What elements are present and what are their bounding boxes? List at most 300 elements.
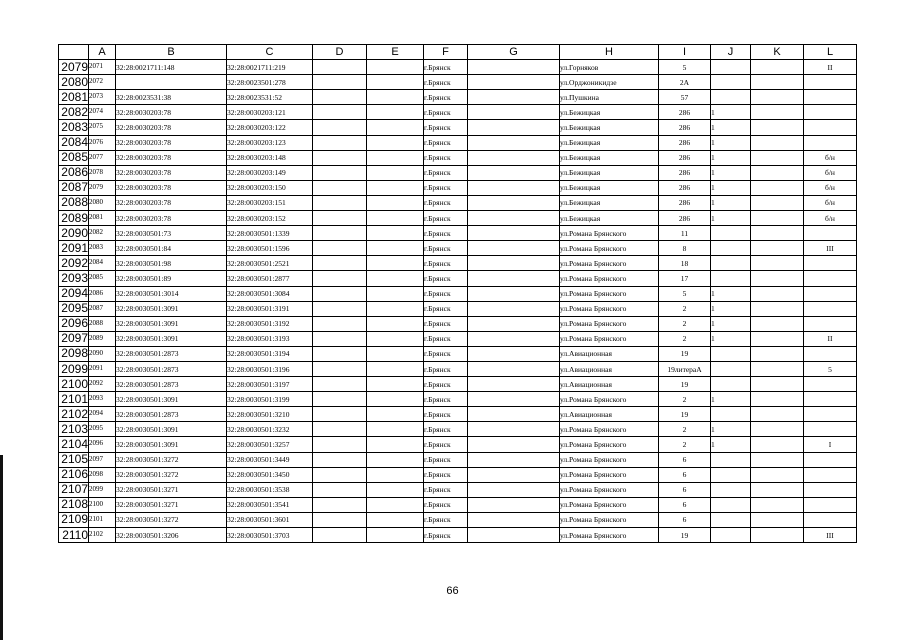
cell-d[interactable] xyxy=(313,226,367,241)
cell-j[interactable] xyxy=(711,407,751,422)
row-number[interactable]: 2097 xyxy=(59,331,89,346)
cell-j[interactable] xyxy=(711,75,751,90)
cell-c[interactable]: 32:28:0023501:278 xyxy=(227,75,313,90)
cell-l[interactable] xyxy=(804,90,857,105)
column-header-k[interactable]: K xyxy=(751,45,804,60)
cell-l[interactable] xyxy=(804,105,857,120)
cell-l[interactable] xyxy=(804,256,857,271)
cell-a[interactable]: 2076 xyxy=(89,135,116,150)
cell-h[interactable]: ул.Горняков xyxy=(560,60,659,75)
cell-g[interactable] xyxy=(468,361,560,376)
cell-l[interactable]: III xyxy=(804,528,857,543)
cell-d[interactable] xyxy=(313,150,367,165)
cell-h[interactable]: ул.Романа Брянского xyxy=(560,422,659,437)
cell-i[interactable]: 6 xyxy=(659,467,711,482)
cell-j[interactable]: 1 xyxy=(711,437,751,452)
cell-l[interactable] xyxy=(804,286,857,301)
cell-k[interactable] xyxy=(751,271,804,286)
cell-a[interactable]: 2089 xyxy=(89,331,116,346)
cell-l[interactable] xyxy=(804,301,857,316)
cell-a[interactable]: 2084 xyxy=(89,256,116,271)
cell-b[interactable]: 32:28:0030203:78 xyxy=(116,211,227,226)
cell-h[interactable]: ул.Романа Брянского xyxy=(560,241,659,256)
cell-k[interactable] xyxy=(751,135,804,150)
cell-d[interactable] xyxy=(313,301,367,316)
cell-k[interactable] xyxy=(751,75,804,90)
row-number[interactable]: 2101 xyxy=(59,392,89,407)
cell-f[interactable]: г.Брянск xyxy=(424,392,468,407)
cell-a[interactable]: 2101 xyxy=(89,512,116,527)
cell-k[interactable] xyxy=(751,211,804,226)
cell-h[interactable]: ул.Авиационная xyxy=(560,377,659,392)
cell-i[interactable]: 286 xyxy=(659,165,711,180)
cell-j[interactable]: 1 xyxy=(711,316,751,331)
cell-d[interactable] xyxy=(313,180,367,195)
cell-i[interactable]: 286 xyxy=(659,180,711,195)
cell-d[interactable] xyxy=(313,120,367,135)
cell-f[interactable]: г.Брянск xyxy=(424,180,468,195)
column-header-h[interactable]: H xyxy=(560,45,659,60)
cell-k[interactable] xyxy=(751,422,804,437)
cell-h[interactable]: ул.Бежицкая xyxy=(560,120,659,135)
cell-f[interactable]: г.Брянск xyxy=(424,150,468,165)
row-number[interactable]: 2102 xyxy=(59,407,89,422)
column-header-l[interactable]: L xyxy=(804,45,857,60)
cell-b[interactable]: 32:28:0030501:3271 xyxy=(116,482,227,497)
cell-a[interactable]: 2099 xyxy=(89,482,116,497)
cell-l[interactable]: б/н xyxy=(804,211,857,226)
cell-f[interactable]: г.Брянск xyxy=(424,120,468,135)
cell-h[interactable]: ул.Пушкина xyxy=(560,90,659,105)
cell-f[interactable]: г.Брянск xyxy=(424,105,468,120)
cell-b[interactable]: 32:28:0030501:3014 xyxy=(116,286,227,301)
cell-c[interactable]: 32:28:0030203:122 xyxy=(227,120,313,135)
cell-g[interactable] xyxy=(468,286,560,301)
cell-c[interactable]: 32:28:0030501:3450 xyxy=(227,467,313,482)
cell-a[interactable]: 2085 xyxy=(89,271,116,286)
cell-c[interactable]: 32:28:0030501:3196 xyxy=(227,361,313,376)
cell-g[interactable] xyxy=(468,90,560,105)
cell-d[interactable] xyxy=(313,135,367,150)
cell-g[interactable] xyxy=(468,346,560,361)
cell-k[interactable] xyxy=(751,195,804,210)
cell-l[interactable]: III xyxy=(804,241,857,256)
cell-h[interactable]: ул.Романа Брянского xyxy=(560,482,659,497)
row-number[interactable]: 2110 xyxy=(59,528,89,543)
cell-j[interactable] xyxy=(711,512,751,527)
cell-d[interactable] xyxy=(313,437,367,452)
row-number[interactable]: 2094 xyxy=(59,286,89,301)
cell-d[interactable] xyxy=(313,256,367,271)
cell-b[interactable]: 32:28:0030501:3091 xyxy=(116,392,227,407)
cell-f[interactable]: г.Брянск xyxy=(424,226,468,241)
row-number[interactable]: 2081 xyxy=(59,90,89,105)
cell-k[interactable] xyxy=(751,286,804,301)
cell-f[interactable]: г.Брянск xyxy=(424,452,468,467)
cell-j[interactable] xyxy=(711,256,751,271)
cell-b[interactable]: 32:28:0030501:3272 xyxy=(116,512,227,527)
cell-i[interactable]: 57 xyxy=(659,90,711,105)
cell-h[interactable]: ул.Романа Брянского xyxy=(560,512,659,527)
cell-h[interactable]: ул.Бежицкая xyxy=(560,180,659,195)
cell-d[interactable] xyxy=(313,528,367,543)
cell-l[interactable] xyxy=(804,346,857,361)
cell-b[interactable]: 32:28:0030501:2873 xyxy=(116,361,227,376)
cell-b[interactable]: 32:28:0030501:3091 xyxy=(116,301,227,316)
cell-k[interactable] xyxy=(751,90,804,105)
cell-b[interactable]: 32:28:0030501:3091 xyxy=(116,422,227,437)
cell-b[interactable]: 32:28:0030501:2873 xyxy=(116,377,227,392)
cell-i[interactable]: 19 xyxy=(659,377,711,392)
cell-f[interactable]: г.Брянск xyxy=(424,331,468,346)
cell-i[interactable]: 5 xyxy=(659,286,711,301)
cell-g[interactable] xyxy=(468,407,560,422)
cell-g[interactable] xyxy=(468,271,560,286)
cell-f[interactable]: г.Брянск xyxy=(424,286,468,301)
cell-c[interactable]: 32:28:0030501:3210 xyxy=(227,407,313,422)
cell-f[interactable]: г.Брянск xyxy=(424,256,468,271)
cell-d[interactable] xyxy=(313,90,367,105)
cell-g[interactable] xyxy=(468,437,560,452)
cell-h[interactable]: ул.Бежицкая xyxy=(560,195,659,210)
cell-g[interactable] xyxy=(468,392,560,407)
row-number[interactable]: 2108 xyxy=(59,497,89,512)
cell-h[interactable]: ул.Романа Брянского xyxy=(560,286,659,301)
cell-b[interactable]: 32:28:0030501:3272 xyxy=(116,467,227,482)
cell-h[interactable]: ул.Бежицкая xyxy=(560,135,659,150)
cell-c[interactable]: 32:28:0030501:2521 xyxy=(227,256,313,271)
cell-e[interactable] xyxy=(367,528,424,543)
cell-b[interactable]: 32:28:0030203:78 xyxy=(116,120,227,135)
cell-e[interactable] xyxy=(367,301,424,316)
cell-l[interactable] xyxy=(804,120,857,135)
cell-i[interactable]: 2А xyxy=(659,75,711,90)
cell-b[interactable]: 32:28:0030203:78 xyxy=(116,165,227,180)
cell-k[interactable] xyxy=(751,226,804,241)
cell-l[interactable] xyxy=(804,75,857,90)
cell-l[interactable] xyxy=(804,512,857,527)
cell-h[interactable]: ул.Романа Брянского xyxy=(560,301,659,316)
column-header-j[interactable]: J xyxy=(711,45,751,60)
cell-j[interactable] xyxy=(711,452,751,467)
cell-g[interactable] xyxy=(468,512,560,527)
cell-c[interactable]: 32:28:0023531:52 xyxy=(227,90,313,105)
cell-e[interactable] xyxy=(367,512,424,527)
cell-l[interactable]: б/н xyxy=(804,180,857,195)
cell-e[interactable] xyxy=(367,256,424,271)
cell-h[interactable]: ул.Бежицкая xyxy=(560,105,659,120)
cell-g[interactable] xyxy=(468,467,560,482)
cell-i[interactable]: 8 xyxy=(659,241,711,256)
cell-c[interactable]: 32:28:0030203:151 xyxy=(227,195,313,210)
cell-i[interactable]: 2 xyxy=(659,392,711,407)
cell-a[interactable]: 2097 xyxy=(89,452,116,467)
cell-c[interactable]: 32:28:0030501:3232 xyxy=(227,422,313,437)
cell-e[interactable] xyxy=(367,75,424,90)
cell-b[interactable]: 32:28:0030501:84 xyxy=(116,241,227,256)
cell-c[interactable]: 32:28:0030501:1339 xyxy=(227,226,313,241)
cell-l[interactable] xyxy=(804,271,857,286)
cell-d[interactable] xyxy=(313,286,367,301)
cell-a[interactable]: 2098 xyxy=(89,467,116,482)
cell-i[interactable]: 18 xyxy=(659,256,711,271)
cell-k[interactable] xyxy=(751,180,804,195)
cell-k[interactable] xyxy=(751,528,804,543)
row-number[interactable]: 2095 xyxy=(59,301,89,316)
cell-a[interactable]: 2082 xyxy=(89,226,116,241)
row-number[interactable]: 2088 xyxy=(59,195,89,210)
cell-i[interactable]: 19литераА xyxy=(659,361,711,376)
column-header-b[interactable]: B xyxy=(116,45,227,60)
cell-g[interactable] xyxy=(468,482,560,497)
cell-g[interactable] xyxy=(468,452,560,467)
cell-f[interactable]: г.Брянск xyxy=(424,512,468,527)
column-header-c[interactable]: C xyxy=(227,45,313,60)
row-number[interactable]: 2104 xyxy=(59,437,89,452)
cell-f[interactable]: г.Брянск xyxy=(424,241,468,256)
cell-c[interactable]: 32:28:0030501:3703 xyxy=(227,528,313,543)
cell-k[interactable] xyxy=(751,301,804,316)
cell-e[interactable] xyxy=(367,150,424,165)
cell-j[interactable] xyxy=(711,377,751,392)
cell-c[interactable]: 32:28:0030203:152 xyxy=(227,211,313,226)
cell-f[interactable]: г.Брянск xyxy=(424,301,468,316)
cell-g[interactable] xyxy=(468,60,560,75)
cell-e[interactable] xyxy=(367,211,424,226)
cell-b[interactable]: 32:28:0030203:78 xyxy=(116,105,227,120)
cell-d[interactable] xyxy=(313,316,367,331)
cell-a[interactable]: 2100 xyxy=(89,497,116,512)
cell-a[interactable]: 2086 xyxy=(89,286,116,301)
cell-i[interactable]: 2 xyxy=(659,422,711,437)
cell-a[interactable]: 2079 xyxy=(89,180,116,195)
cell-j[interactable]: 1 xyxy=(711,286,751,301)
cell-i[interactable]: 6 xyxy=(659,497,711,512)
cell-g[interactable] xyxy=(468,422,560,437)
cell-g[interactable] xyxy=(468,528,560,543)
cell-i[interactable]: 6 xyxy=(659,512,711,527)
cell-h[interactable]: ул.Романа Брянского xyxy=(560,331,659,346)
cell-k[interactable] xyxy=(751,482,804,497)
cell-d[interactable] xyxy=(313,377,367,392)
cell-d[interactable] xyxy=(313,211,367,226)
cell-h[interactable]: ул.Бежицкая xyxy=(560,150,659,165)
cell-b[interactable]: 32:28:0030501:3091 xyxy=(116,316,227,331)
cell-a[interactable]: 2077 xyxy=(89,150,116,165)
cell-i[interactable]: 2 xyxy=(659,331,711,346)
cell-c[interactable]: 32:28:0030501:3197 xyxy=(227,377,313,392)
cell-b[interactable]: 32:28:0021711:148 xyxy=(116,60,227,75)
row-number[interactable]: 2100 xyxy=(59,377,89,392)
cell-c[interactable]: 32:28:0030501:3541 xyxy=(227,497,313,512)
cell-c[interactable]: 32:28:0030203:149 xyxy=(227,165,313,180)
cell-j[interactable] xyxy=(711,60,751,75)
cell-j[interactable]: 1 xyxy=(711,135,751,150)
cell-g[interactable] xyxy=(468,105,560,120)
cell-j[interactable] xyxy=(711,226,751,241)
cell-l[interactable]: б/н xyxy=(804,150,857,165)
cell-i[interactable]: 17 xyxy=(659,271,711,286)
cell-e[interactable] xyxy=(367,120,424,135)
cell-h[interactable]: ул.Романа Брянского xyxy=(560,467,659,482)
cell-k[interactable] xyxy=(751,437,804,452)
cell-d[interactable] xyxy=(313,195,367,210)
cell-a[interactable]: 2074 xyxy=(89,105,116,120)
cell-g[interactable] xyxy=(468,120,560,135)
cell-j[interactable]: 1 xyxy=(711,105,751,120)
cell-d[interactable] xyxy=(313,165,367,180)
cell-e[interactable] xyxy=(367,195,424,210)
cell-f[interactable]: г.Брянск xyxy=(424,195,468,210)
cell-d[interactable] xyxy=(313,361,367,376)
row-number[interactable]: 2096 xyxy=(59,316,89,331)
cell-d[interactable] xyxy=(313,422,367,437)
cell-i[interactable]: 286 xyxy=(659,195,711,210)
cell-b[interactable]: 32:28:0030501:3271 xyxy=(116,497,227,512)
row-number[interactable]: 2093 xyxy=(59,271,89,286)
cell-l[interactable] xyxy=(804,452,857,467)
cell-b[interactable]: 32:28:0023531:38 xyxy=(116,90,227,105)
cell-d[interactable] xyxy=(313,512,367,527)
cell-l[interactable] xyxy=(804,497,857,512)
cell-g[interactable] xyxy=(468,241,560,256)
cell-f[interactable]: г.Брянск xyxy=(424,482,468,497)
cell-f[interactable]: г.Брянск xyxy=(424,90,468,105)
cell-a[interactable]: 2072 xyxy=(89,75,116,90)
cell-j[interactable]: 1 xyxy=(711,392,751,407)
cell-e[interactable] xyxy=(367,482,424,497)
cell-b[interactable]: 32:28:0030501:2873 xyxy=(116,346,227,361)
cell-h[interactable]: ул.Авиационная xyxy=(560,346,659,361)
cell-f[interactable]: г.Брянск xyxy=(424,407,468,422)
cell-i[interactable]: 2 xyxy=(659,301,711,316)
cell-h[interactable]: ул.Романа Брянского xyxy=(560,226,659,241)
cell-a[interactable]: 2090 xyxy=(89,346,116,361)
cell-c[interactable]: 32:28:0030501:3601 xyxy=(227,512,313,527)
cell-c[interactable]: 32:28:0030501:3084 xyxy=(227,286,313,301)
cell-f[interactable]: г.Брянск xyxy=(424,467,468,482)
cell-i[interactable]: 286 xyxy=(659,150,711,165)
row-number[interactable]: 2086 xyxy=(59,165,89,180)
cell-c[interactable]: 32:28:0030501:3538 xyxy=(227,482,313,497)
cell-c[interactable]: 32:28:0030203:150 xyxy=(227,180,313,195)
cell-l[interactable]: I xyxy=(804,437,857,452)
cell-a[interactable]: 2071 xyxy=(89,60,116,75)
cell-l[interactable] xyxy=(804,226,857,241)
cell-e[interactable] xyxy=(367,361,424,376)
cell-h[interactable]: ул.Романа Брянского xyxy=(560,497,659,512)
cell-d[interactable] xyxy=(313,392,367,407)
cell-d[interactable] xyxy=(313,75,367,90)
cell-e[interactable] xyxy=(367,331,424,346)
cell-l[interactable] xyxy=(804,392,857,407)
cell-f[interactable]: г.Брянск xyxy=(424,361,468,376)
column-header-e[interactable]: E xyxy=(367,45,424,60)
cell-c[interactable]: 32:28:0021711:219 xyxy=(227,60,313,75)
cell-a[interactable]: 2092 xyxy=(89,377,116,392)
cell-g[interactable] xyxy=(468,377,560,392)
cell-b[interactable]: 32:28:0030203:78 xyxy=(116,180,227,195)
cell-d[interactable] xyxy=(313,482,367,497)
cell-d[interactable] xyxy=(313,346,367,361)
column-header-g[interactable]: G xyxy=(468,45,560,60)
cell-a[interactable]: 2081 xyxy=(89,211,116,226)
cell-f[interactable]: г.Брянск xyxy=(424,75,468,90)
cell-e[interactable] xyxy=(367,316,424,331)
cell-h[interactable]: ул.Бежицкая xyxy=(560,211,659,226)
row-number[interactable]: 2085 xyxy=(59,150,89,165)
cell-d[interactable] xyxy=(313,452,367,467)
cell-f[interactable]: г.Брянск xyxy=(424,165,468,180)
cell-h[interactable]: ул.Бежицкая xyxy=(560,165,659,180)
cell-j[interactable] xyxy=(711,271,751,286)
column-header-f[interactable]: F xyxy=(424,45,468,60)
cell-k[interactable] xyxy=(751,452,804,467)
cell-i[interactable]: 2 xyxy=(659,437,711,452)
row-number[interactable]: 2105 xyxy=(59,452,89,467)
cell-b[interactable]: 32:28:0030501:89 xyxy=(116,271,227,286)
cell-c[interactable]: 32:28:0030501:3191 xyxy=(227,301,313,316)
cell-f[interactable]: г.Брянск xyxy=(424,422,468,437)
cell-c[interactable]: 32:28:0030501:3449 xyxy=(227,452,313,467)
cell-g[interactable] xyxy=(468,195,560,210)
cell-k[interactable] xyxy=(751,392,804,407)
cell-a[interactable]: 2096 xyxy=(89,437,116,452)
cell-k[interactable] xyxy=(751,256,804,271)
cell-a[interactable]: 2073 xyxy=(89,90,116,105)
cell-i[interactable]: 286 xyxy=(659,105,711,120)
cell-b[interactable]: 32:28:0030501:3206 xyxy=(116,528,227,543)
cell-i[interactable]: 5 xyxy=(659,60,711,75)
cell-j[interactable] xyxy=(711,346,751,361)
cell-e[interactable] xyxy=(367,437,424,452)
cell-j[interactable]: 1 xyxy=(711,120,751,135)
cell-c[interactable]: 32:28:0030501:1596 xyxy=(227,241,313,256)
cell-j[interactable] xyxy=(711,497,751,512)
cell-b[interactable]: 32:28:0030501:98 xyxy=(116,256,227,271)
cell-h[interactable]: ул.Орджоникидзе xyxy=(560,75,659,90)
cell-j[interactable] xyxy=(711,90,751,105)
cell-j[interactable]: 1 xyxy=(711,211,751,226)
cell-f[interactable]: г.Брянск xyxy=(424,377,468,392)
cell-g[interactable] xyxy=(468,211,560,226)
row-number[interactable]: 2083 xyxy=(59,120,89,135)
cell-a[interactable]: 2094 xyxy=(89,407,116,422)
cell-h[interactable]: ул.Романа Брянского xyxy=(560,437,659,452)
cell-c[interactable]: 32:28:0030501:3192 xyxy=(227,316,313,331)
cell-e[interactable] xyxy=(367,467,424,482)
cell-a[interactable]: 2093 xyxy=(89,392,116,407)
cell-l[interactable]: б/н xyxy=(804,195,857,210)
cell-i[interactable]: 19 xyxy=(659,346,711,361)
cell-j[interactable]: 1 xyxy=(711,180,751,195)
cell-h[interactable]: ул.Романа Брянского xyxy=(560,392,659,407)
cell-k[interactable] xyxy=(751,316,804,331)
cell-k[interactable] xyxy=(751,165,804,180)
cell-g[interactable] xyxy=(468,75,560,90)
cell-b[interactable]: 32:28:0030501:3272 xyxy=(116,452,227,467)
cell-g[interactable] xyxy=(468,165,560,180)
cell-j[interactable]: 1 xyxy=(711,195,751,210)
cell-f[interactable]: г.Брянск xyxy=(424,346,468,361)
row-number[interactable]: 2098 xyxy=(59,346,89,361)
cell-c[interactable]: 32:28:0030501:3193 xyxy=(227,331,313,346)
cell-g[interactable] xyxy=(468,331,560,346)
cell-e[interactable] xyxy=(367,377,424,392)
cell-i[interactable]: 19 xyxy=(659,407,711,422)
cell-e[interactable] xyxy=(367,165,424,180)
cell-j[interactable] xyxy=(711,361,751,376)
